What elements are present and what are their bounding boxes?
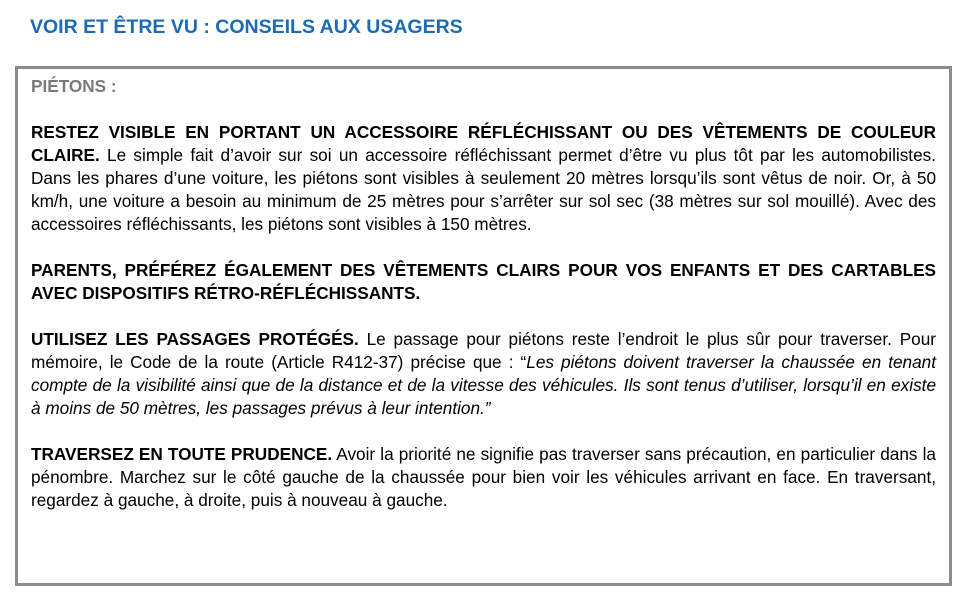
paragraph-lead: UTILISEZ LES PASSAGES PROTÉGÉS. [31, 329, 359, 349]
paragraph-visibility [31, 121, 936, 236]
paragraph-crossings [31, 328, 936, 420]
paragraph-lead: PARENTS, PRÉFÉREZ ÉGALEMENT DES VÊTEMENTS CLAIRS POUR VOS ENFANTS ET DES CARTABLES AVEC DISPOSITIFS RÉTRO-RÉFLÉCHISSANTS. [31, 260, 936, 303]
paragraph-lead: TRAVERSEZ EN TOUTE PRUDENCE. [31, 444, 333, 464]
paragraph-parents [31, 259, 936, 305]
box-content [31, 75, 936, 512]
paragraph-lead: RESTEZ VISIBLE EN PORTANT UN ACCESSOIRE RÉFLÉCHISSANT OU DES VÊTEMENTS DE COULEUR CLAIRE. [31, 122, 936, 165]
section-heading-pedestrians: PIÉTONS : [31, 76, 117, 96]
page-title: VOIR ET ÊTRE VU : CONSEILS AUX USAGERS [30, 16, 463, 38]
paragraph-text: Le simple fait d’avoir sur soi un accessoire réfléchissant permet d’être vu plus tôt par les automobilistes. Dans les phares d’une voiture, les piétons sont visibles à seulement 20 mètres lorsqu’ils sont vêtus de noir. Or, à 50 km/h, une voiture a besoin au minimum de 25 mètres pour s’arrêter sur sol sec (38 mètres sur sol mouillé). Avec des accessoires réfléchissants, les piétons sont visibles à 150 mètres. [31, 145, 936, 234]
legal-quote: Les piétons doivent traverser la chaussée en tenant compte de la visibilité ainsi que de la distance et de la vitesse des véhicules. Ils sont tenus d’utiliser, lorsqu’il en existe à moins de 50 mètres, les passages prévus à leur intention.” [31, 352, 936, 418]
advice-box [15, 66, 952, 586]
paragraph-text: Le passage pour piétons reste l’endroit le plus sûr pour traverser. Pour mémoire, le Code de la route (Article R412-37) précise que : “ [31, 329, 936, 372]
paragraph-prudence [31, 443, 936, 512]
paragraph-text: Avoir la priorité ne signifie pas traverser sans précaution, en particulier dans la pénombre. Marchez sur le côté gauche de la chaussée pour bien voir les véhicules arrivant en face. En traversant, regardez à gauche, à droite, puis à nouveau à gauche. [31, 444, 936, 510]
